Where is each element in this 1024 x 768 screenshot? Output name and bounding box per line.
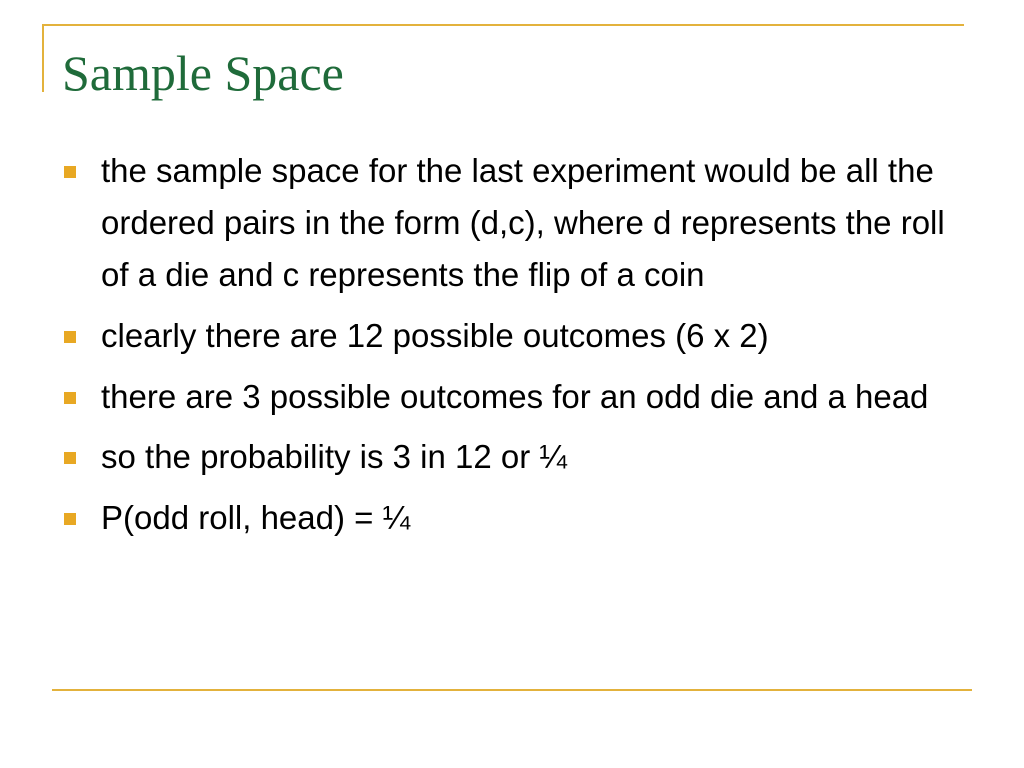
bullet-text: P(odd roll, head) = ¼: [101, 499, 411, 536]
bullet-item: [64, 431, 964, 483]
bullet-text: clearly there are 12 possible outcomes (6 x 2): [101, 317, 769, 354]
square-bullet-icon: [64, 166, 76, 178]
square-bullet-icon: [64, 331, 76, 343]
top-rule: [42, 24, 964, 26]
bottom-rule: [52, 689, 972, 691]
bullet-list: [64, 145, 964, 553]
bullet-item: [64, 492, 964, 544]
slide-title: Sample Space: [62, 45, 344, 101]
square-bullet-icon: [64, 452, 76, 464]
bullet-item: [64, 310, 964, 362]
bullet-text: so the probability is 3 in 12 or ¼: [101, 438, 567, 475]
bullet-text: the sample space for the last experiment would be all the ordered pairs in the form (d,c), where d represents the roll of a die and c represents the flip of a coin: [101, 152, 945, 293]
bullet-item: [64, 145, 964, 301]
bullet-item: [64, 371, 964, 423]
left-rule: [42, 24, 44, 92]
square-bullet-icon: [64, 392, 76, 404]
square-bullet-icon: [64, 513, 76, 525]
bullet-text: there are 3 possible outcomes for an odd die and a head: [101, 378, 929, 415]
